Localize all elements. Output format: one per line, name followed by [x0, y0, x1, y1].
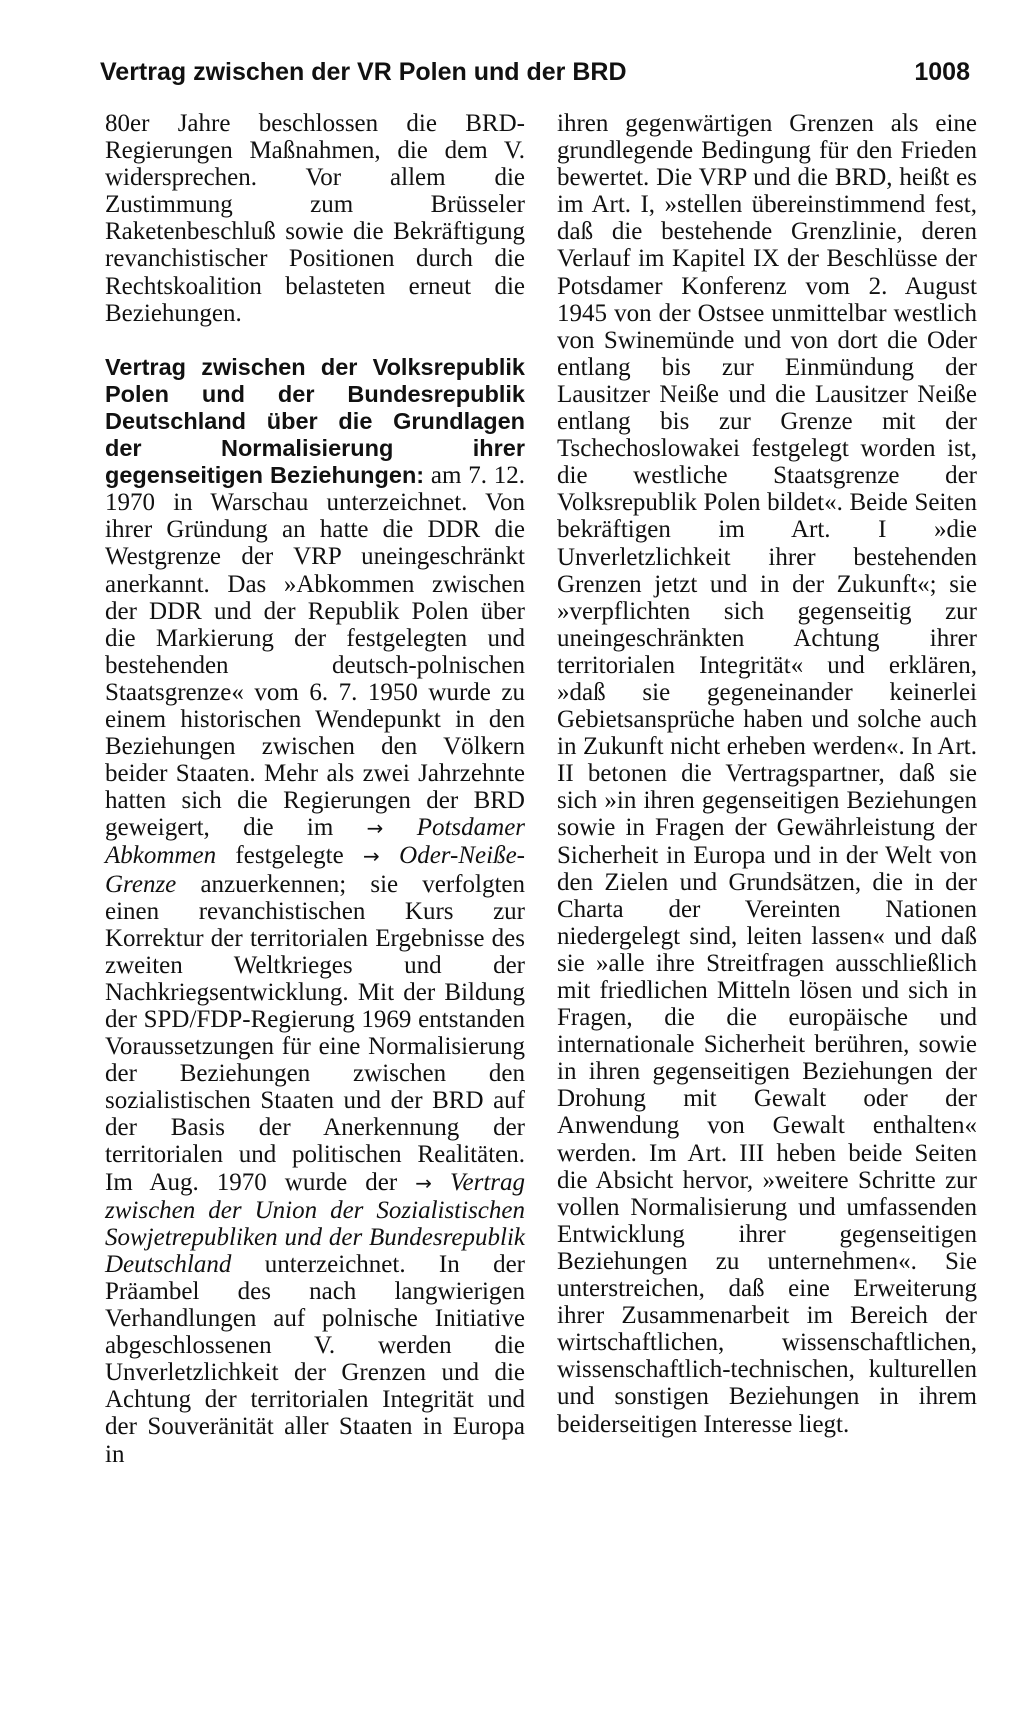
page-number: 1008	[914, 58, 970, 86]
right-column	[557, 110, 977, 1438]
left-column	[105, 110, 525, 1468]
running-title: Vertrag zwischen der VR Polen und der BRD	[100, 58, 627, 86]
entry-text: am 7. 12. 1970 in Warschau unterzeichnet. Von ihrer Gründung an hatte die DDR die Westgrenze der VRP uneingeschränkt anerkannt. Das »Abkommen zwischen der DDR und der Republik Polen über die Markierung der festgelegten und bestehenden deutsch-polnischen Staatsgrenze« vom 6. 7. 1950 wurde zu einem historischen Wendepunkt in den Beziehungen zwischen den Völkern beider Staaten. Mehr als zwei Jahrzehnte hatten sich die Regierungen der BRD geweigert, die im	[105, 462, 526, 842]
entry-text: festgelegte	[235, 842, 344, 870]
continuation-paragraph: 80er Jahre beschlossen die BRD-Regierungen Maßnahmen, die dem V. widersprechen. Vor allem die Zustimmung zum Brüsseler Raketenbeschluß sowie die Bekräftigung revanchistischer Positionen durch die Rechtskoalition belasteten erneut die Beziehungen.	[105, 110, 525, 327]
cross-reference-arrow-icon: →	[366, 816, 384, 841]
entry-text: unterzeichnet. In der Präambel des nach langwierigen Verhandlungen auf polnische Initiative abgeschlossenen V. werden die Unverletzlichkeit der Grenzen und die Achtung der territorialen Integrität und der Souveränität aller Staaten in Europa in	[105, 1250, 525, 1468]
page-header	[100, 52, 970, 92]
entry-paragraph	[105, 354, 525, 1468]
entry-continuation-paragraph: ihren gegenwärtigen Grenzen als eine grundlegende Bedingung für den Frieden bewertet. Die VRP und die BRD, heißt es im Art. I, »stellen übereinstimmend fest, daß die bestehende Grenzlinie, deren Verlauf im Kapitel IX der Beschlüsse der Potsdamer Konferenz vom 2. August 1945 von der Ostsee unmittelbar westlich von Swinemünde und von dort die Oder entlang bis zur Einmündung der Lausitzer Neiße und die Lausitzer Neiße entlang bis zur Grenze mit der Tschechoslowakei festgelegt worden ist, die westliche Staatsgrenze der Volksrepublik Polen bildet«. Beide Seiten bekräftigen im Art. I »die Unverletzlichkeit ihrer bestehenden Grenzen jetzt und in der Zukunft«; sie »verpflichten sich gegenseitig zur uneingeschränkten Achtung ihrer territorialen Integrität« und erklären, »daß sie gegeneinander keinerlei Gebietsansprüche haben und solche auch in Zukunft nicht erheben werden«. In Art. II betonen die Vertragspartner, daß sie sich »in ihren gegenseitigen Beziehungen sowie in Fragen der Gewährleistung der Sicherheit in Europa und in der Welt von den Zielen und Grundsätzen, die in der Charta der Vereinten Nationen niedergelegt sind, leiten lassen« und daß sie »alle ihre Streitfragen ausschließlich mit friedlichen Mitteln lösen und sich in Fragen, die die europäische und internationale Sicherheit berühren, sowie in ihren gegenseitigen Beziehungen der Drohung mit Gewalt oder der Anwendung von Gewalt enthalten« werden. Im Art. III heben beide Seiten die Absicht hervor, »weitere Schritte zur vollen Normalisierung und umfassenden Entwicklung ihrer gegenseitigen Beziehungen zu unternehmen«. Sie unterstreichen, daß eine Erweiterung ihrer Zusammenarbeit im Bereich der wirtschaftlichen, wissenschaftlichen, wissenschaftlich-technischen, kulturellen und sonstigen Beziehungen in ihrem beiderseitigen Interesse liegt.	[557, 110, 977, 1438]
cross-reference-arrow-icon: →	[415, 1170, 432, 1195]
cross-reference-arrow-icon: →	[363, 844, 380, 869]
entry-heading: Vertrag zwischen der Volksrepublik Polen und der Bundesrepublik Deutschland über die Grundlagen der Normalisierung ihrer gegenseitigen Beziehungen:	[105, 353, 525, 489]
cross-reference-oder-neisse-grenze: Oder-Neiße-Grenze	[105, 842, 525, 898]
entry-text: anzuerkennen; sie verfolgten einen revanchistischen Kurs zur Korrektur der territorialen Ergebnisse des zweiten Weltkrieges und der Nachkriegsentwicklung. Mit der Bildung der SPD/FDP-Regierung 1969 entstanden Voraussetzungen für eine Normalisierung der Beziehungen zwischen den sozialistischen Staaten und der BRD auf der Basis der Anerkennung der territorialen und politischen Realitäten. Im Aug. 1970 wurde der	[105, 870, 525, 1196]
cross-reference-potsdamer-abkommen: Potsdamer Abkommen	[105, 814, 526, 870]
cross-reference-vertrag-udssr-brd: Vertrag zwischen der Union der Sozialistischen Sowjetrepubliken und der Bundesrepublik Deutschland	[105, 1168, 526, 1278]
